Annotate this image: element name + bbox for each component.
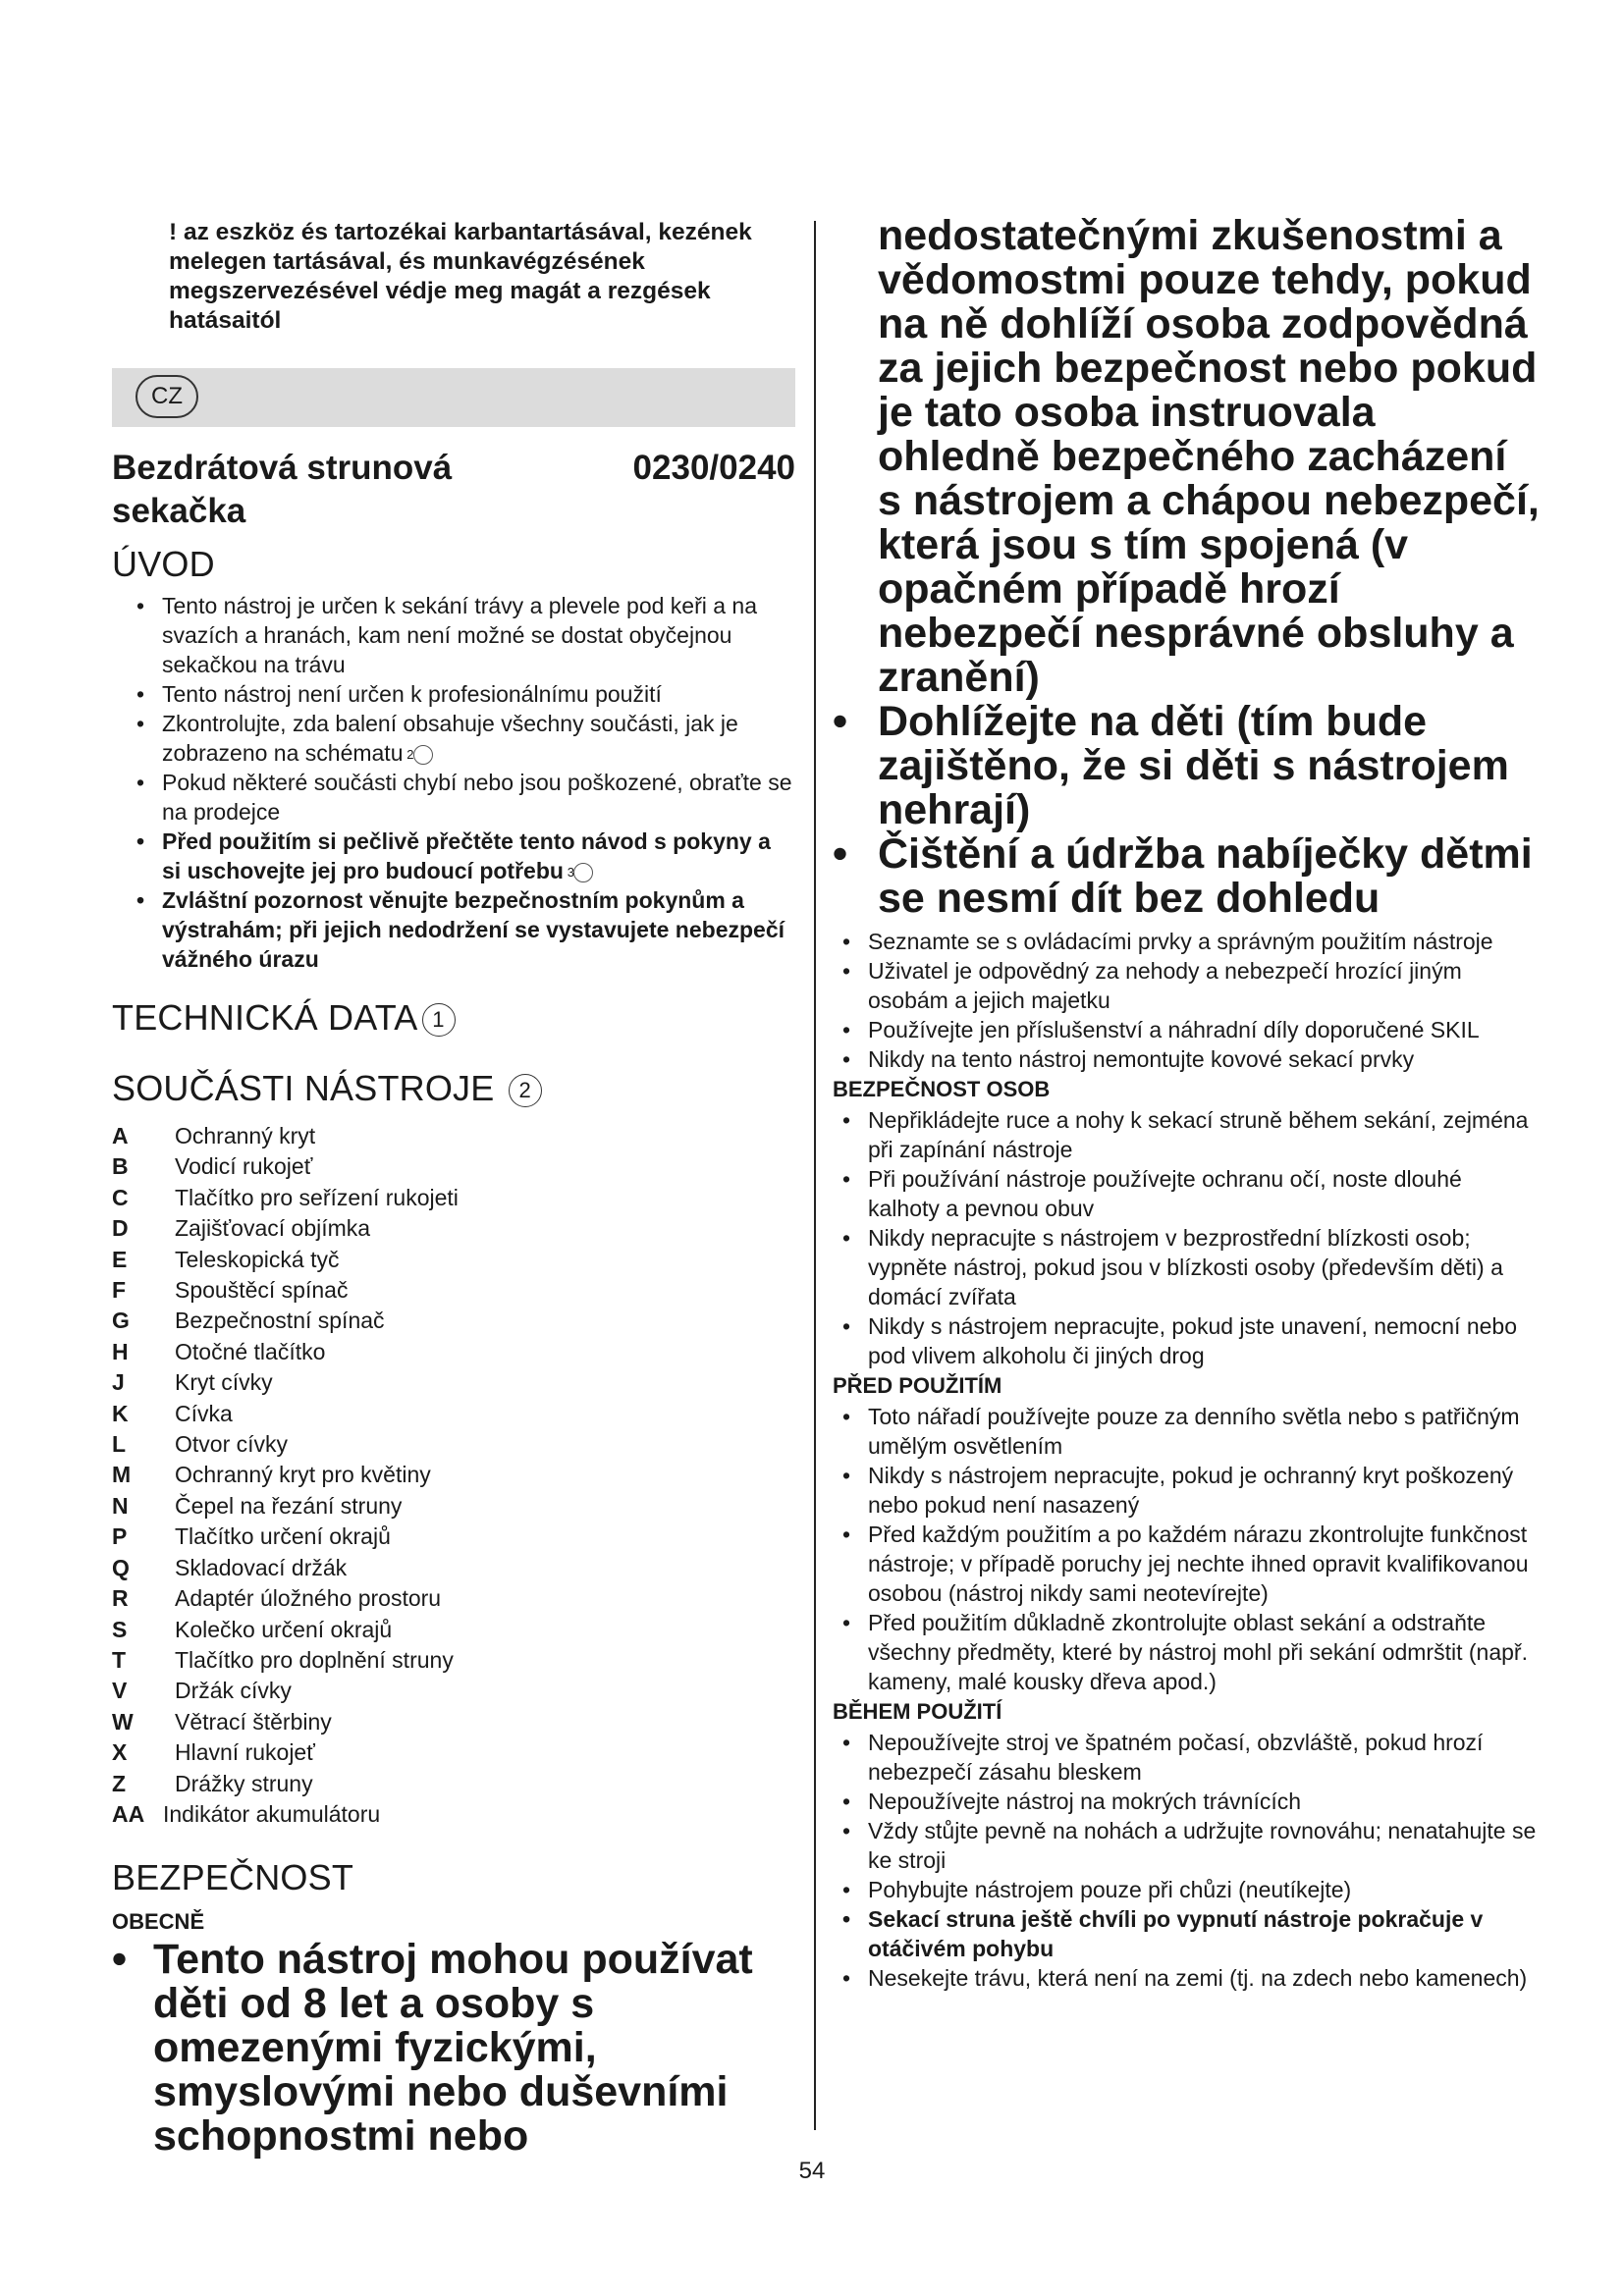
part-item: [112, 1615, 795, 1645]
part-label: Otočné tlačítko: [175, 1338, 326, 1364]
part-code: D: [112, 1215, 129, 1242]
person-safety-item-text: Nikdy nepracujte s nástrojem v bezprostřední blízkosti osob; vypněte nástroj, pokud jsou v blízkosti osoby (především děti) a domácí zvířata: [868, 1225, 1503, 1309]
during-use-heading: BĚHEM POUŽITÍ: [833, 1699, 1002, 1724]
person-safety-item: [833, 1164, 1540, 1223]
figure-ref-circle: 1: [422, 1003, 456, 1037]
part-code: M: [112, 1462, 132, 1488]
before-use-item-text: Před použitím důkladně zkontrolujte oblast sekání a odstraňte všechny předměty, které by nástroj mohl při sekání odmrštit (např. kameny, malé kousky dřeva apod.): [868, 1610, 1528, 1694]
general-list: [833, 927, 1540, 1074]
before-use-item: [833, 1461, 1540, 1520]
intro-item: [112, 768, 795, 827]
part-label: Cívka: [175, 1400, 233, 1426]
part-item: [112, 1522, 795, 1552]
part-code: V: [112, 1678, 128, 1704]
part-label: Ochranný kryt: [175, 1123, 316, 1148]
part-code: W: [112, 1708, 134, 1735]
general-big-continuation: nedostatečnými zkušenostmi a vědomostmi pouze tehdy, pokud na ně dohlíží osoba zodpovědná za jejich bezpečnost nebo pokud je tato osoba instruovala ohledně bezpečného zacházení s nástrojem a chápou nebezpečí, která jsou s tím spojená (v opačném případě hrozí nebezpečí nesprávné obsluhy a zranění): [878, 212, 1540, 701]
general-item: [833, 1015, 1540, 1044]
right-column: [833, 214, 1540, 1993]
during-use-item-text: Sekací struna ještě chvíli po vypnutí nástroje pokračuje v otáčivém pohybu: [868, 1906, 1484, 1961]
hungarian-warning: ! az eszköz és tartozékai karbantartásával, kezének melegen tartásával, és munkavégzésének megszervezésével védje meg magát a rezgések hatásaitól: [169, 219, 752, 334]
part-item: [112, 1460, 795, 1490]
person-safety-item: [833, 1223, 1540, 1311]
part-code: P: [112, 1523, 128, 1550]
general-big-item: [833, 832, 1540, 921]
part-label: Adaptér úložného prostoru: [175, 1585, 442, 1612]
left-column: [112, 218, 795, 2159]
during-use-item-text: Nepoužívejte stroj ve špatném počasí, obzvláště, pokud hrozí nebezpečí zásahu bleskem: [868, 1730, 1484, 1785]
part-label: Vodicí rukojeť: [175, 1153, 313, 1180]
before-use-item-text: Nikdy s nástrojem nepracujte, pokud je ochranný kryt poškozený nebo pokud není nasazený: [868, 1463, 1514, 1518]
figure-ref-circle: 3: [573, 863, 593, 882]
intro-list: [112, 591, 795, 974]
part-code: H: [112, 1338, 129, 1364]
general-big-item: • Tento nástroj mohou používat děti od 8 let a osoby s omezenými fyzickými, smyslovými nebo duševními schopnostmi nebo: [112, 1938, 795, 2159]
part-label: Zajišťovací objímka: [175, 1215, 371, 1242]
general-item: [833, 1044, 1540, 1074]
part-item: [112, 1491, 795, 1522]
part-label: Hlavní rukojeť: [175, 1739, 315, 1766]
part-item: [112, 1183, 795, 1213]
intro-item-text: Tento nástroj je určen k sekání trávy a plevele pod keři a na svazích a hranách, kam není možné se dostat obyčejnou sekačkou na trávu: [162, 593, 758, 677]
general-big-list: [112, 1938, 795, 2159]
part-item: [112, 1121, 795, 1151]
column-divider: [814, 221, 816, 2130]
during-use-item-text: Nesekejte trávu, která není na zemi (tj. na zdech nebo kamenech): [868, 1965, 1528, 1991]
part-code: X: [112, 1739, 128, 1766]
part-item: [112, 1275, 795, 1306]
language-badge: CZ: [135, 375, 198, 418]
during-use-item: [833, 1787, 1540, 1816]
figure-ref-circle: 2: [509, 1074, 542, 1107]
part-label: Bezpečnostní spínač: [175, 1308, 385, 1334]
intro-item-text: Pokud některé součásti chybí nebo jsou poškozené, obraťte se na prodejce: [162, 770, 792, 825]
part-label: Tlačítko pro seřízení rukojeti: [175, 1184, 459, 1210]
figure-ref-circle: 2: [413, 745, 433, 765]
part-item: [112, 1245, 795, 1275]
page-number: 54: [798, 2158, 826, 2184]
part-item: [112, 1799, 795, 1830]
person-safety-item: [833, 1105, 1540, 1164]
intro-item: [112, 709, 795, 768]
general-item: [833, 927, 1540, 956]
intro-item-text: Tento nástroj není určen k profesionálnímu použití: [162, 681, 662, 707]
part-code: G: [112, 1308, 130, 1334]
technical-data-heading-text: TECHNICKÁ DATA: [112, 997, 418, 1038]
person-safety-heading: BEZPEČNOST OSOB: [833, 1077, 1051, 1101]
part-item: [112, 1553, 795, 1583]
part-code: T: [112, 1646, 127, 1673]
before-use-heading: PŘED POUŽITÍM: [833, 1373, 1002, 1398]
during-use-item: [833, 1904, 1540, 1963]
during-use-item-text: Vždy stůjte pevně na nohách a udržujte rovnováhu; nenatahujte se ke stroji: [868, 1818, 1537, 1873]
during-use-item-text: Nepoužívejte nástroj na mokrých trávnících: [868, 1789, 1302, 1814]
intro-item: [112, 827, 795, 885]
part-label: Tlačítko určení okrajů: [175, 1523, 391, 1550]
part-label: Teleskopická tyč: [175, 1246, 340, 1272]
during-use-item: [833, 1875, 1540, 1904]
intro-item-text: Zkontrolujte, zda balení obsahuje všechny součásti, jak je zobrazeno na schématu: [162, 711, 738, 766]
part-label: Indikátor akumulátoru: [163, 1800, 381, 1827]
model-number: 0230/0240: [632, 449, 795, 487]
person-safety-item-text: Nikdy s nástrojem nepracujte, pokud jste unavení, nemocní nebo pod vlivem alkoholu či jiných drog: [868, 1313, 1517, 1368]
part-code: B: [112, 1153, 129, 1180]
general-item-text: Uživatel je odpovědný za nehody a nebezpečí hrozící jiným osobám a jejich majetku: [868, 958, 1462, 1013]
part-code: R: [112, 1585, 129, 1612]
part-item: [112, 1676, 795, 1706]
part-item: [112, 1583, 795, 1614]
general-big-item: [833, 700, 1540, 832]
during-use-list: [833, 1728, 1540, 1993]
general-big-right-list: [833, 700, 1540, 921]
part-label: Tlačítko pro doplnění struny: [175, 1646, 454, 1673]
part-code: Z: [112, 1770, 127, 1796]
parts-heading-text: SOUČÁSTI NÁSTROJE: [112, 1068, 495, 1108]
part-label: Skladovací držák: [175, 1554, 348, 1580]
parts-heading: [112, 1066, 795, 1111]
before-use-item-text: Před každým použitím a po každém nárazu zkontrolujte funkčnost nástroje; v případě poruchy jej nechte ihned opravit kvalifikovanou osobou (nástroj nikdy sami neotevírejte): [868, 1522, 1529, 1606]
part-item: [112, 1737, 795, 1768]
intro-item-text: Před použitím si pečlivě přečtěte tento návod s pokyny a si uschovejte jej pro budoucí potřebu: [162, 828, 771, 883]
before-use-item: [833, 1402, 1540, 1461]
part-code: F: [112, 1277, 127, 1304]
part-label: Drážky struny: [175, 1770, 313, 1796]
safety-heading: BEZPEČNOST: [112, 1857, 354, 1898]
part-item: [112, 1429, 795, 1460]
person-safety-item-text: Při používání nástroje používejte ochranu očí, noste dlouhé kalhoty a pevnou obuv: [868, 1166, 1462, 1221]
part-item: [112, 1151, 795, 1182]
part-label: Spouštěcí spínač: [175, 1277, 349, 1304]
before-use-item: [833, 1608, 1540, 1696]
part-code: C: [112, 1184, 129, 1210]
part-item: [112, 1645, 795, 1676]
part-item: [112, 1707, 795, 1737]
part-label: Větrací štěrbiny: [175, 1708, 332, 1735]
general-big-item-text: Čištění a údržba nabíječky dětmi se nesmí dít bez dohledu: [878, 830, 1533, 922]
part-label: Čepel na řezání struny: [175, 1492, 403, 1519]
part-code: K: [112, 1400, 129, 1426]
intro-item: [112, 885, 795, 974]
general-heading: OBECNĚ: [112, 1909, 205, 1935]
part-code: AA: [112, 1800, 145, 1827]
part-item: [112, 1399, 795, 1429]
general-item-text: Používejte jen příslušenství a náhradní díly doporučené SKIL: [868, 1017, 1480, 1042]
part-label: Kolečko určení okrajů: [175, 1616, 393, 1642]
part-label: Ochranný kryt pro květiny: [175, 1462, 431, 1488]
intro-item-text: Zvláštní pozornost věnujte bezpečnostním pokynům a výstrahám; při jejich nedodržení se vystavujete nebezpečí vážného úrazu: [162, 887, 785, 972]
during-use-item: [833, 1728, 1540, 1787]
intro-heading: ÚVOD: [112, 544, 215, 584]
part-label: Otvor cívky: [175, 1431, 289, 1458]
part-code: Q: [112, 1554, 130, 1580]
general-item-text: Seznamte se s ovládacími prvky a správným použitím nástroje: [868, 929, 1493, 954]
before-use-item: [833, 1520, 1540, 1608]
parts-list: [112, 1121, 795, 1830]
language-bar: [112, 368, 795, 427]
part-code: L: [112, 1431, 127, 1458]
part-item: [112, 1213, 795, 1244]
part-code: N: [112, 1492, 129, 1519]
during-use-item-text: Pohybujte nástrojem pouze při chůzi (neutíkejte): [868, 1877, 1352, 1902]
person-safety-list: [833, 1105, 1540, 1370]
part-item: [112, 1769, 795, 1799]
part-item: [112, 1337, 795, 1367]
part-code: J: [112, 1369, 125, 1396]
title-row: [112, 447, 795, 533]
part-code: A: [112, 1123, 129, 1148]
person-safety-item-text: Nepřikládejte ruce a nohy k sekací struně během sekání, zejména při zapínání nástroje: [868, 1107, 1529, 1162]
person-safety-item: [833, 1311, 1540, 1370]
during-use-item: [833, 1816, 1540, 1875]
intro-item: [112, 591, 795, 679]
before-use-list: [833, 1402, 1540, 1696]
document-title: Bezdrátová strunová sekačka: [112, 449, 453, 530]
intro-item: [112, 679, 795, 709]
general-big-item-text: Dohlížejte na děti (tím bude zajištěno, že si děti s nástrojem nehrají): [878, 698, 1509, 833]
during-use-item: [833, 1963, 1540, 1993]
general-item: [833, 956, 1540, 1015]
part-code: E: [112, 1246, 128, 1272]
general-item-text: Nikdy na tento nástroj nemontujte kovové sekací prvky: [868, 1046, 1415, 1072]
part-label: Kryt cívky: [175, 1369, 273, 1396]
technical-data-heading: [112, 995, 795, 1041]
before-use-item-text: Toto nářadí používejte pouze za denního světla nebo s patřičným umělým osvětlením: [868, 1404, 1520, 1459]
part-item: [112, 1306, 795, 1336]
part-code: S: [112, 1616, 128, 1642]
part-item: [112, 1367, 795, 1398]
part-label: Držák cívky: [175, 1678, 292, 1704]
